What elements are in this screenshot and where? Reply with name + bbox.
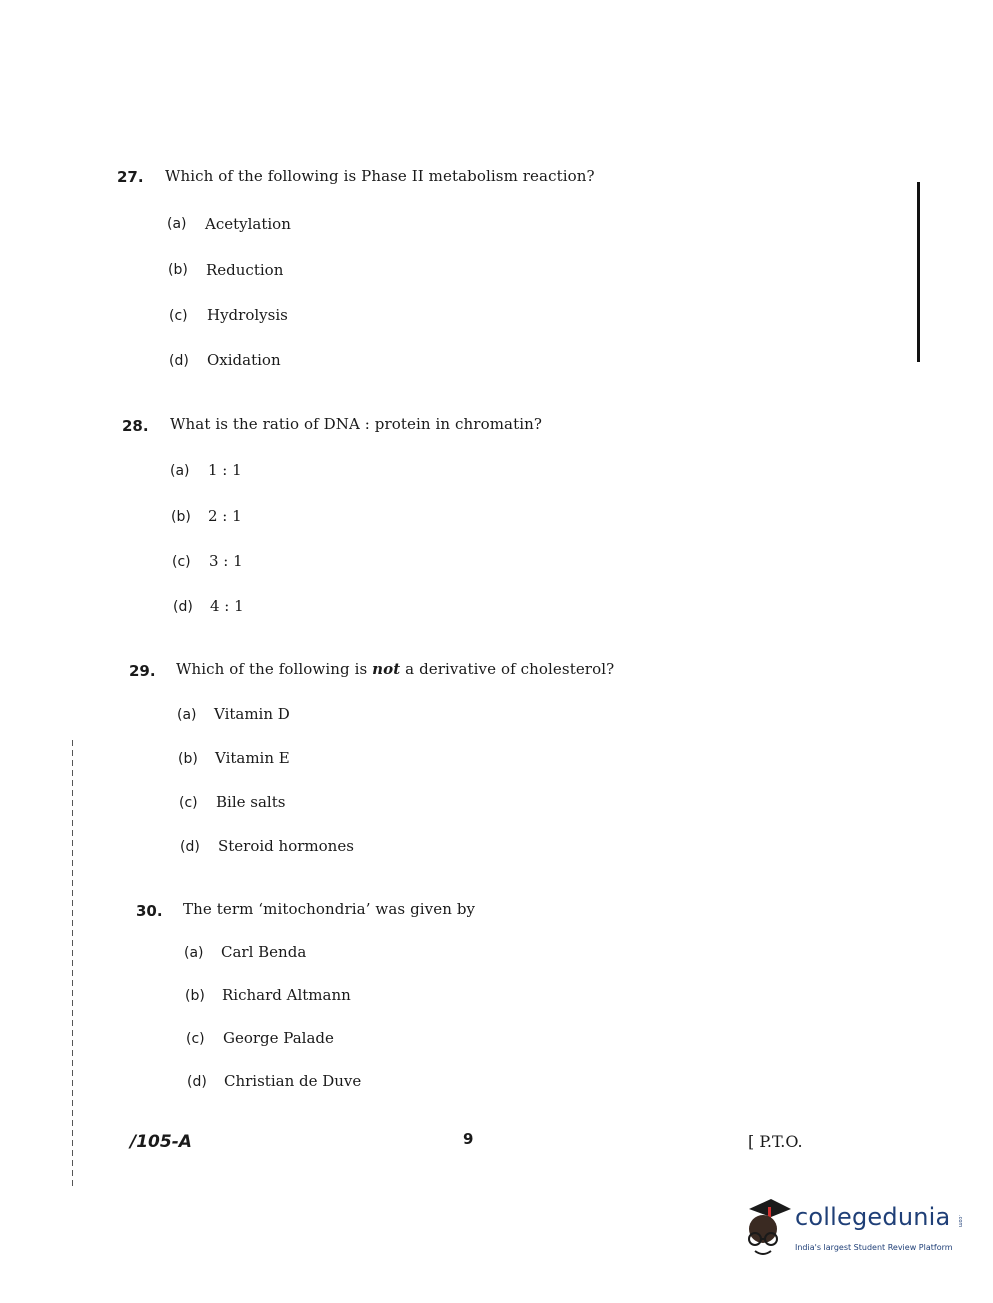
question-text-before: Which of the following is [176, 660, 368, 678]
paper-code: /105-A [130, 1132, 192, 1152]
option-letter: (a) [170, 463, 190, 479]
option-text: Reduction [206, 261, 284, 279]
option-letter: (a) [167, 216, 187, 232]
option-letter: (a) [177, 707, 197, 723]
option-text: Vitamin E [215, 749, 290, 767]
question-text-after: a derivative of cholesterol? [405, 660, 615, 678]
option-text: Acetylation [205, 215, 291, 233]
scan-edge-mark [917, 182, 920, 362]
option-letter: (b) [178, 751, 198, 767]
question-text: Which of the following is Phase II metabolism reaction? [165, 167, 595, 185]
please-turn-over: [ P.T.O. [748, 1132, 803, 1151]
option-letter: (b) [168, 262, 188, 278]
question-text-emphasis: not [372, 660, 401, 678]
brand-tagline: India's largest Student Review Platform [795, 1243, 953, 1252]
option-letter: (d) [173, 599, 193, 615]
option-letter: (b) [171, 509, 191, 525]
question-number: 29. [129, 662, 156, 680]
option-letter: (d) [187, 1074, 207, 1090]
brand-name: collegedunia [795, 1203, 951, 1231]
option-letter: (d) [180, 839, 200, 855]
option-letter: (c) [172, 554, 191, 570]
option-text: 2 : 1 [208, 507, 242, 525]
option-text: Hydrolysis [207, 306, 288, 324]
brand-logo [735, 1195, 965, 1265]
option-text: George Palade [223, 1029, 334, 1047]
question-number: 27. [117, 168, 144, 186]
option-text: Oxidation [207, 351, 281, 369]
page-number: 9 [463, 1130, 474, 1148]
mascot-graduation-icon [735, 1195, 793, 1259]
question-text: What is the ratio of DNA : protein in chromatin? [170, 415, 542, 433]
brand-suffix: .com [957, 1215, 963, 1228]
option-text: Bile salts [216, 793, 286, 811]
option-text: Steroid hormones [218, 837, 354, 855]
option-text: Vitamin D [214, 705, 290, 723]
option-letter: (c) [186, 1031, 205, 1047]
option-letter: (b) [185, 988, 205, 1004]
option-text: 3 : 1 [209, 552, 243, 570]
option-letter: (c) [169, 308, 188, 324]
option-letter: (a) [184, 945, 204, 961]
question-number: 30. [136, 902, 163, 920]
option-text: 1 : 1 [208, 461, 242, 479]
option-text: Carl Benda [221, 943, 307, 961]
question-text [176, 660, 614, 678]
question-number: 28. [122, 417, 149, 435]
scan-edge-mark-left [72, 740, 73, 1190]
question-text: The term ‘mitochondria’ was given by [183, 900, 476, 918]
option-letter: (c) [179, 795, 198, 811]
option-text: Christian de Duve [224, 1072, 362, 1090]
option-text: Richard Altmann [222, 986, 351, 1004]
option-text: 4 : 1 [210, 597, 244, 615]
option-letter: (d) [169, 353, 189, 369]
